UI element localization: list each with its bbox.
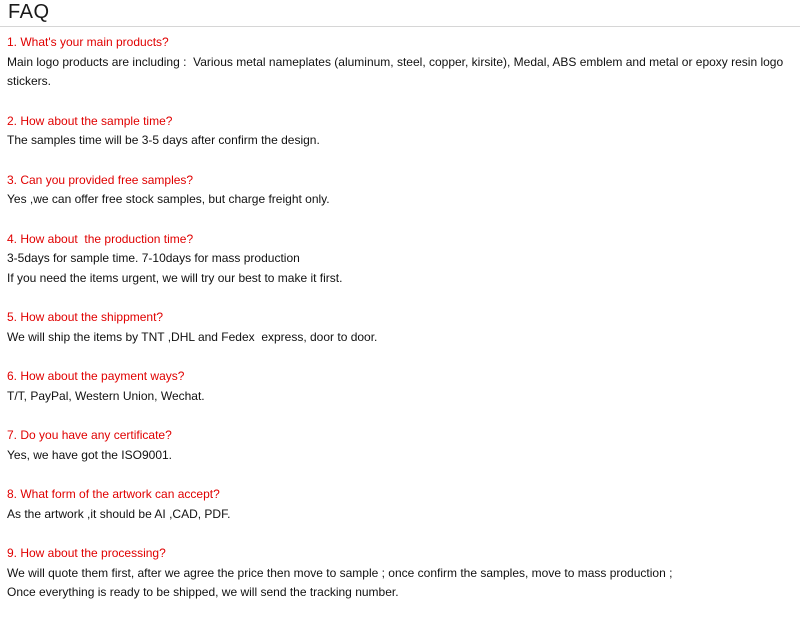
faq-item (7, 485, 793, 524)
faq-answer-line: Main logo products are including : Various metal nameplates (aluminum, steel, copper, kirsite), Medal, ABS emblem and metal or epoxy resin logo stickers. (7, 54, 787, 88)
faq-question: 7. Do you have any certificate? (7, 428, 172, 442)
faq-answer-line: Once everything is ready to be shipped, we will send the tracking number. (7, 585, 399, 599)
faq-question: 4. How about the production time? (7, 231, 194, 246)
faq-question: 9. How about the processing? (7, 546, 166, 560)
faq-answer-line: Yes, we have got the ISO9001. (7, 447, 173, 462)
faq-item (7, 367, 793, 406)
faq-answer-line: 3-5days for sample time. 7-10days for mass production (7, 251, 300, 265)
faq-answer-line: Yes ,we can offer free stock samples, but charge freight only. (7, 192, 330, 206)
faq-answer-line: T/T, PayPal, Western Union, Wechat. (7, 388, 205, 403)
faq-question: 1. What's your main products? (7, 35, 169, 49)
faq-question: 6. How about the payment ways? (7, 369, 185, 383)
faq-item (7, 544, 793, 603)
faq-question: 5. How about the shippment? (7, 310, 164, 324)
faq-item (7, 308, 793, 347)
faq-item (7, 230, 793, 289)
faq-answer-line: We will quote them first, after we agree the price then move to sample ; once confirm the samples, move to mass production ; (7, 565, 673, 580)
title-divider (0, 26, 800, 27)
faq-item (7, 171, 793, 210)
faq-question: 2. How about the sample time? (7, 113, 173, 128)
faq-item (7, 33, 793, 92)
faq-item (7, 112, 793, 151)
faq-question: 8. What form of the artwork can accept? (7, 487, 220, 501)
faq-answer-line: As the artwork ,it should be AI ,CAD, PDF. (7, 506, 231, 521)
faq-answer-line: If you need the items urgent, we will try our best to make it first. (7, 270, 343, 285)
faq-answer-line: We will ship the items by TNT ,DHL and Fedex express, door to door. (7, 329, 378, 344)
faq-question: 3. Can you provided free samples? (7, 172, 194, 187)
faq-answer-line: The samples time will be 3-5 days after confirm the design. (7, 133, 320, 147)
faq-item (7, 426, 793, 465)
faq-list (7, 33, 793, 623)
page-title: FAQ (8, 1, 50, 23)
